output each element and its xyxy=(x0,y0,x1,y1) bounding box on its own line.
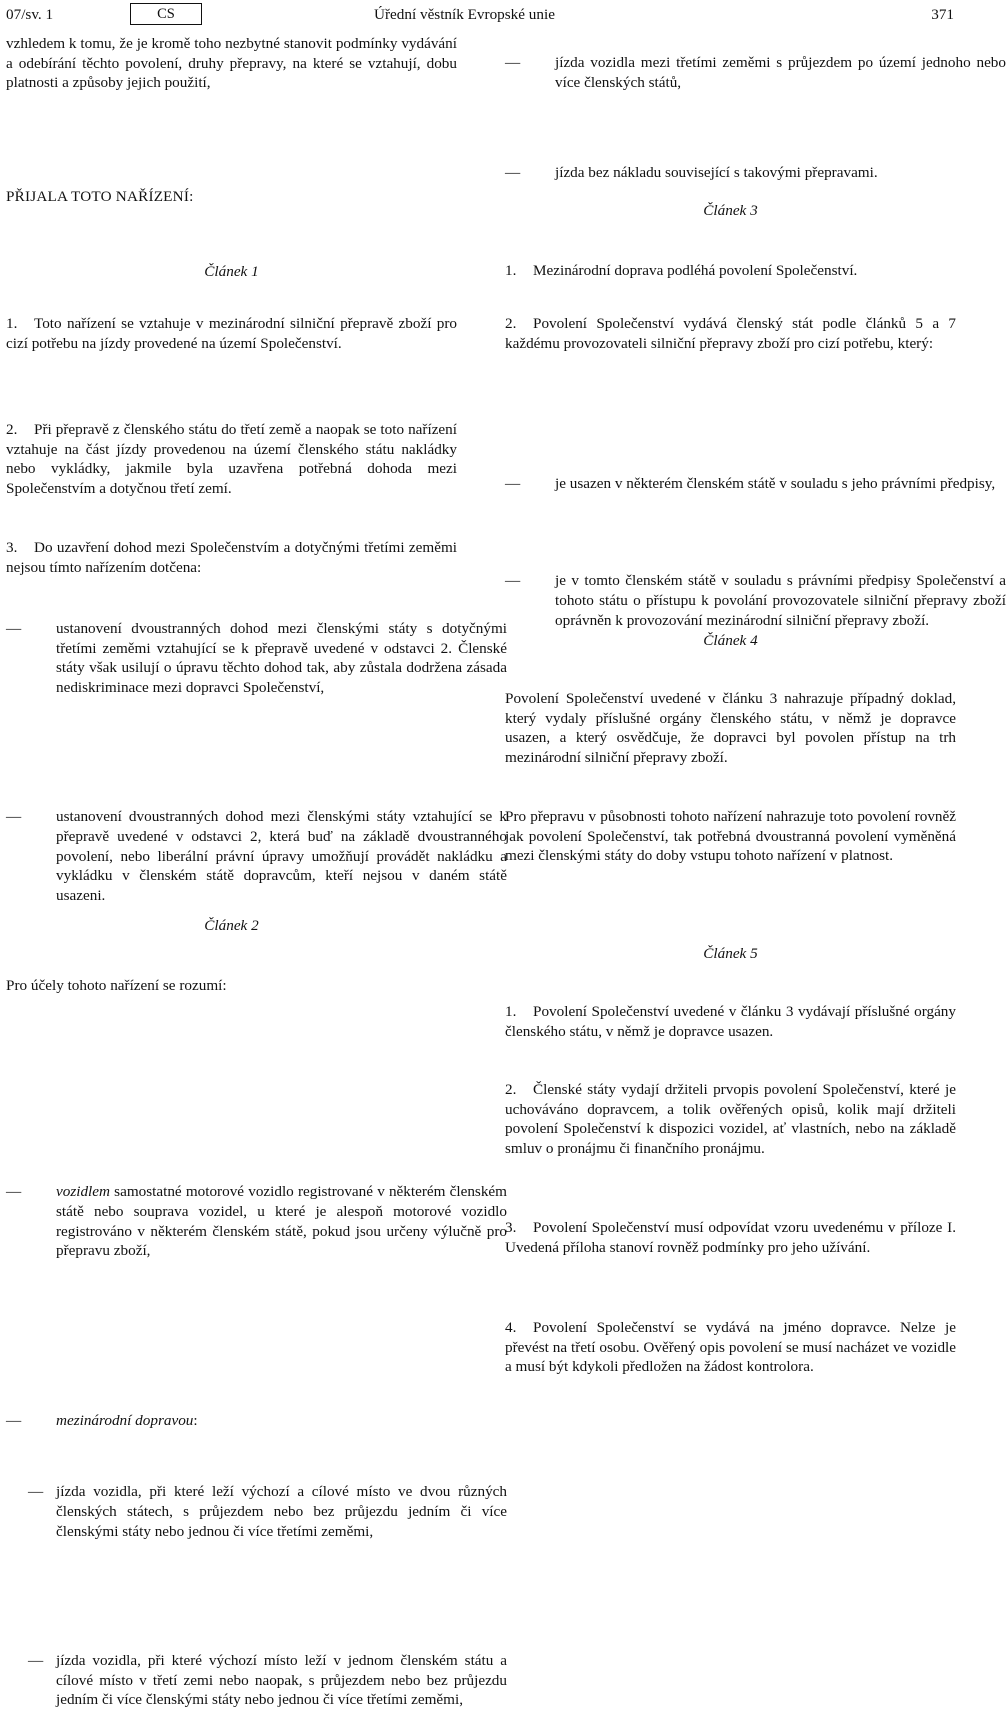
definition-text: : xyxy=(193,1411,198,1429)
article-2-heading: Článek 2 xyxy=(204,917,259,934)
paragraph-text: Povolení Společenství uvedené v článku 3 vydávají příslušné orgány členského státu, v němž je dopravce usazen. xyxy=(505,1003,956,1040)
article-3-indent-2: — je v tomto členském státě v souladu s právními předpisy Společenství a tohoto státu o přístupu k povolání provozovatele silniční přepravy zboží oprávněn k provozování mezinárodní silniční přepravy zboží. xyxy=(505,571,1006,630)
paragraph-number: 4. xyxy=(505,1319,517,1336)
article-3-paragraph-2 xyxy=(505,314,956,353)
recital-paragraph: vzhledem k tomu, že je kromě toho nezbytné stanovit podmínky vydávání a odebírání těchto povolení, druhy přepravy, na které se vztahují, dobu platnosti a způsoby jejich použití, xyxy=(6,35,457,92)
paragraph-text: Členské státy vydají držiteli prvopis povolení Společenství, které je uchováváno dopravcem, a tolik ověřených opisů, kolik mají držiteli povolení Společenství k dispozici vozidel, ať vlastních, nebo na základě smluv o pronájmu či finančního pronájmu. xyxy=(505,1081,956,1157)
journal-title: Úřední věstník Evropské unie xyxy=(374,6,555,23)
paragraph-number: 1. xyxy=(6,315,18,332)
paragraph-text: Mezinárodní doprava podléhá povolení Společenství. xyxy=(533,262,858,279)
article-1-paragraph-3 xyxy=(6,538,457,577)
article-2-subindent-4: — jízda bez nákladu související s takovými přepravami. xyxy=(505,163,1006,183)
language-badge: CS xyxy=(130,3,202,25)
paragraph-number: 2. xyxy=(505,1081,517,1098)
article-3-indent-1: — je usazen v některém členském státě v souladu s jeho právními předpisy, xyxy=(505,474,1006,494)
article-5-paragraph-1 xyxy=(505,1002,956,1041)
paragraph-number: 1. xyxy=(505,262,517,279)
article-5-paragraph-3 xyxy=(505,1218,956,1257)
paragraph-number: 1. xyxy=(505,1003,517,1020)
article-2-subindent-3: — jízda vozidla mezi třetími zeměmi s průjezdem po území jednoho nebo více členských států, xyxy=(505,53,1006,92)
paragraph-number: 2. xyxy=(505,315,517,332)
page-number: 371 xyxy=(931,6,954,23)
paragraph-text: Do uzavření dohod mezi Společenstvím a dotyčnými třetími zeměmi nejsou tímto nařízením dotčena: xyxy=(6,539,457,576)
paragraph-text: Povolení Společenství vydává členský stát podle článků 5 a 7 každému provozovateli silniční přepravy zboží pro cizí potřebu, který: xyxy=(505,315,956,352)
paragraph-number: 2. xyxy=(6,421,18,438)
article-5-heading: Článek 5 xyxy=(703,945,758,962)
article-4-heading: Článek 4 xyxy=(703,632,758,649)
article-3-paragraph-1 xyxy=(505,261,956,281)
right-column xyxy=(505,0,1006,1376)
paragraph-number: 3. xyxy=(6,539,18,556)
paragraph-text: Toto nařízení se vztahuje v mezinárodní silniční přepravě zboží pro cizí potřebu na jízdy provedené na území Společenství. xyxy=(6,315,457,352)
paragraph-text: Při přepravě z členského státu do třetí země a naopak se toto nařízení vztahuje na část jízdy provedenou na území členského státu nakládky nebo vykládky, jakmile byla uzavřena potřebná dohoda mezi Společenstvím a dotyčnou třetí zemí. xyxy=(6,421,457,497)
article-5-paragraph-4 xyxy=(505,1318,956,1377)
article-2-subindent-2: — jízda vozidla, při které výchozí místo leží v jednom členském státu a cílové místo v třetí zemi nebo naopak, s průjezdem nebo bez průjezdu jedním či více členskými státy nebo jednou či více třetími zeměmi, xyxy=(6,1651,507,1710)
paragraph-number: 3. xyxy=(505,1219,517,1236)
article-1-heading: Článek 1 xyxy=(204,263,259,280)
article-2-subindent-1: — jízda vozidla, při které leží výchozí a cílové místo ve dvou různých členských státech, s průjezdem nebo bez průjezdu jedním či více členskými státy nebo jednou či více třetími zeměmi, xyxy=(6,1482,507,1541)
article-1-indent-2: — ustanovení dvoustranných dohod mezi členskými státy vztahující se k přepravě uvedené v odstavci 2, která buď na základě dvoustranného povolení, nebo liberální právní úpravy umožňují provádět nakládku a vykládku v členském státě dopravcům, kteří nejsou v daném státě usazeni. xyxy=(6,807,507,905)
article-3-heading: Článek 3 xyxy=(703,202,758,219)
article-5-paragraph-2 xyxy=(505,1080,956,1158)
article-4-paragraph-1: Povolení Společenství uvedené v článku 3 nahrazuje případný doklad, který vydaly příslušné orgány členského státu, v němž je dopravce usazen, a který osvědčuje, že dopravci byl povolen přístup na trh mezinárodní silniční přepravy zboží. xyxy=(505,690,956,766)
paragraph-text: Povolení Společenství se vydává na jméno dopravce. Nelze je převést na třetí osobu. Ověřený opis povolení se musí nacházet ve vozidle a musí být kdykoli předložen na žádost kontrolora. xyxy=(505,1319,956,1376)
article-2-definition-vehicle xyxy=(6,1182,507,1260)
article-2-intro: Pro účely tohoto nařízení se rozumí: xyxy=(6,977,227,994)
article-2-definition-international-transport xyxy=(6,1411,507,1431)
article-1-paragraph-2 xyxy=(6,420,457,498)
paragraph-text: Povolení Společenství musí odpovídat vzoru uvedenému v příloze I. Uvedená příloha stanoví rovněž podmínky pro jeho užívání. xyxy=(505,1219,956,1256)
article-1-indent-1: — ustanovení dvoustranných dohod mezi členskými státy s dotyčnými třetími zeměmi vztahující se k přepravě uvedené v odstavci 2. Členské státy však usilují o úpravu těchto dohod tak, aby zůstala dodržena zásada nediskriminace mezi dopravci Společenství, xyxy=(6,619,507,697)
article-1-paragraph-1 xyxy=(6,314,457,353)
definition-text: samostatné motorové vozidlo registrované v některém členském státě nebo souprava vozidel, u které je alespoň motorové vozidlo registrováno v některém členském státě, pokud jsou určeny výlučně pro přepravu zboží, xyxy=(56,1183,507,1260)
defined-term: vozidlem xyxy=(56,1183,110,1201)
defined-term: mezinárodní dopravou xyxy=(56,1411,194,1429)
article-4-paragraph-2: Pro přepravu v působnosti tohoto nařízení nahrazuje toto povolení rovněž jak povolení Společenství, tak potřebná dvoustranná povolení vyměněná mezi členskými státy do doby vstupu tohoto nařízení v platnost. xyxy=(505,808,956,865)
issue-number: 07/sv. 1 xyxy=(6,6,54,23)
adoption-formula: PŘIJALA TOTO NAŘÍZENÍ: xyxy=(6,188,194,205)
